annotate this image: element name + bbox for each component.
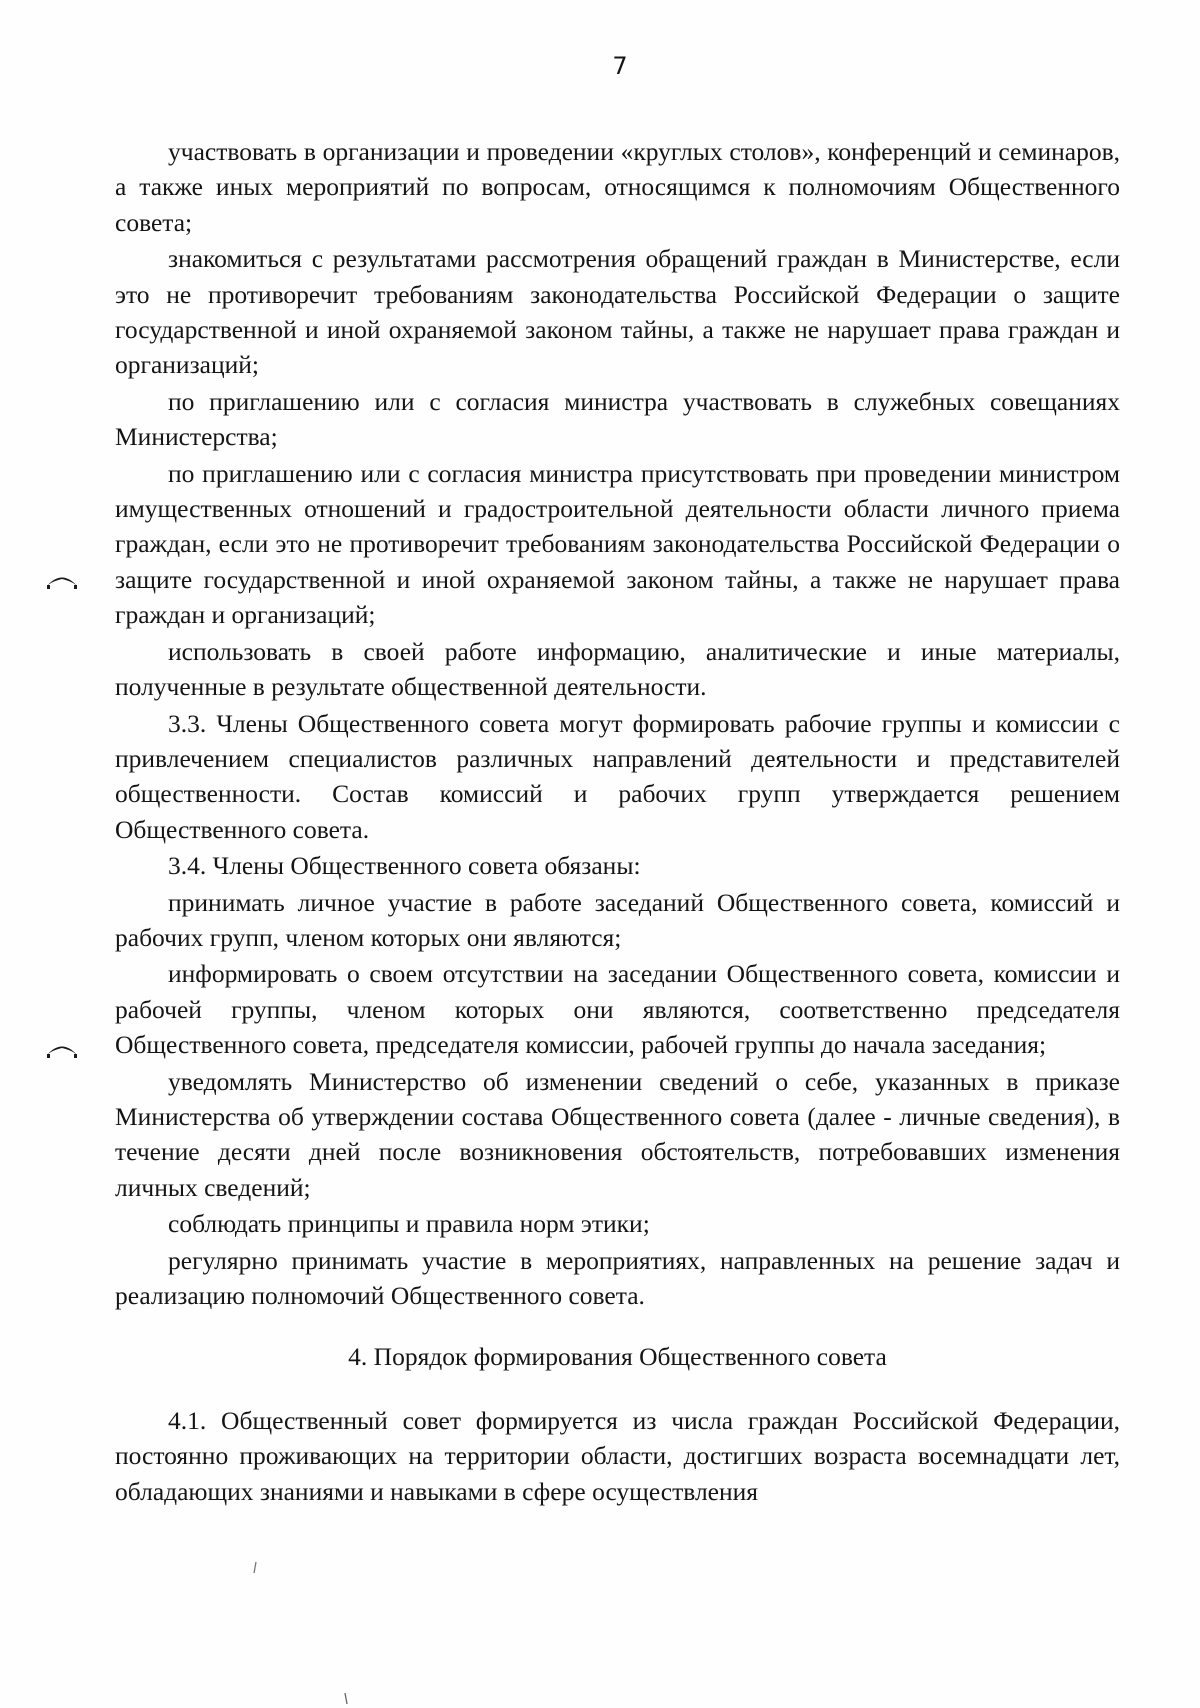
scan-speck-icon	[343, 1692, 349, 1706]
paragraph: участвовать в организации и проведении «круглых столов», конференций и семинаров, а также иных мероприятий по вопросам, относящимся к полномочиям Общественного совета;	[115, 137, 1120, 237]
paragraph: использовать в своей работе информацию, аналитические и иные материалы, полученные в результате общественной деятельности.	[115, 636, 1120, 702]
paragraph-4-1: 4.1. Общественный совет формируется из числа граждан Российской Федерации, постоянно проживающих на территории области, достигших возраста восемнадцати лет, обладающих знаниями и навыками в сфере осуществления	[115, 1405, 1120, 1506]
paragraph: по приглашению или с согласия министра присутствовать при проведении министром имущественных отношений и градостроительной деятельности области личного приема граждан, если это не противоречит требованиям законодательства Российской Федерации о защите государственной и иной охраняемой законом тайны, а также не нарушает права граждан и организаций;	[115, 458, 1120, 630]
paragraph: информировать о своем отсутствии на заседании Общественного совета, комиссии и рабочей группы, членом которых они являются, соответственно председателя Общественного совета, председателя комиссии, рабочей группы до начала заседания;	[115, 959, 1120, 1060]
paragraph: регулярно принимать участие в мероприятиях, направленных на решение задач и реализацию полномочий Общественного совета.	[115, 1245, 1120, 1310]
paragraph: знакомиться с результатами рассмотрения обращений граждан в Министерстве, если это не противоречит требованиям законодательства Российской Федерации о защите государственной и иной охраняемой законом тайны, а также не нарушает права граждан и организаций;	[115, 244, 1120, 380]
paragraph-3-4: 3.4. Члены Общественного совета обязаны:	[168, 851, 641, 881]
scan-speck-icon	[252, 1561, 258, 1575]
paragraph: принимать личное участие в работе заседаний Общественного совета, комиссий и рабочих групп, членом которых они являются;	[115, 887, 1120, 952]
paragraph-3-3: 3.3. Члены Общественного совета могут формировать рабочие группы и комиссии с привлечением специалистов различных направлений деятельности и представителей общественности. Состав комиссий и рабочих групп утверждается решением Общественного совета.	[115, 708, 1120, 844]
paragraph: по приглашению или с согласия министра участвовать в служебных совещаниях Министерства;	[115, 386, 1120, 452]
paragraph: уведомлять Министерство об изменении сведений о себе, указанных в приказе Министерства об утверждении состава Общественного совета (далее - личные сведения), в течение десяти дней после возникновения обстоятельств, потребовавших изменения личных сведений;	[115, 1066, 1120, 1202]
paragraph: соблюдать принципы и правила норм этики;	[168, 1209, 650, 1239]
binder-hole-mark-icon	[44, 570, 80, 590]
page-number: 7	[612, 52, 628, 80]
document-body	[115, 134, 1120, 1509]
section-heading: 4. Порядок формирования Общественного совета	[348, 1342, 887, 1372]
binder-hole-mark-icon	[44, 1039, 80, 1059]
